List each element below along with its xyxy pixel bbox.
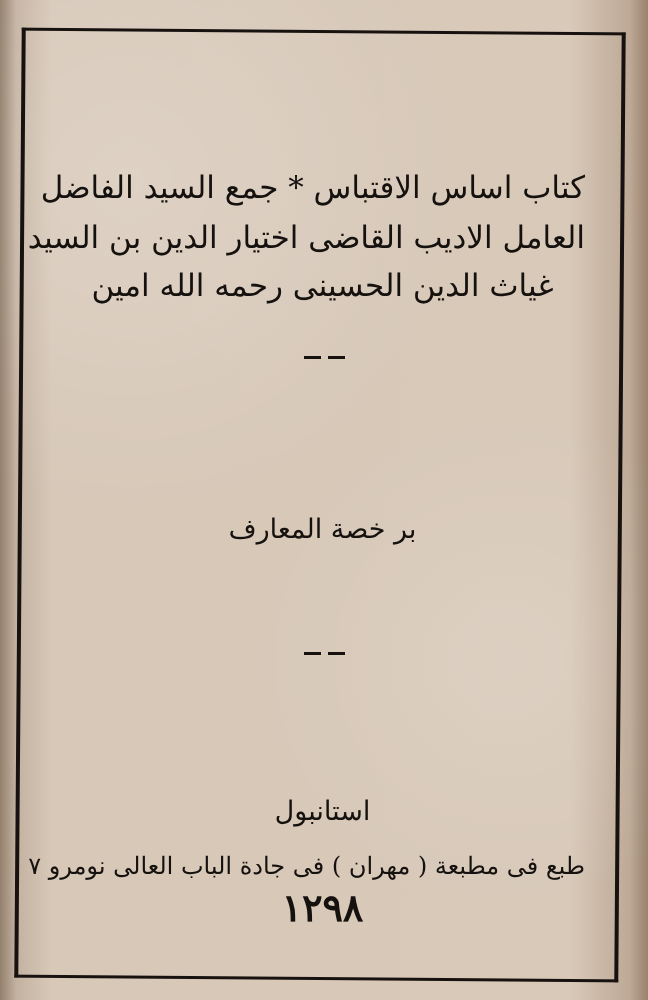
separator-dash-lower (304, 652, 345, 655)
separator-dash-upper (304, 356, 345, 359)
title-line-2: العامل الادیب القاضی اختیار الدین بن السید (27, 220, 585, 256)
border-top-line (22, 28, 626, 36)
title-line-1: کتاب اساس الاقتباس * جمع السید الفاضل (40, 170, 585, 206)
page-gutter-shadow (0, 0, 16, 1000)
publication-city: استانبول (274, 796, 371, 827)
border-bottom-line (14, 975, 618, 983)
page-edge-shadow (630, 0, 648, 1000)
title-line-3: غیاث الدین الحسینی رحمه الله امین (91, 268, 554, 304)
border-right-line (614, 32, 625, 982)
printer-line: طبع فی مطبعة ( مهران ) فی جادة الباب العالی نومرو ۷ (28, 852, 585, 880)
publication-year: ۱۲۹۸ (281, 885, 364, 930)
permission-line: بر خصة المعارف (228, 514, 417, 545)
